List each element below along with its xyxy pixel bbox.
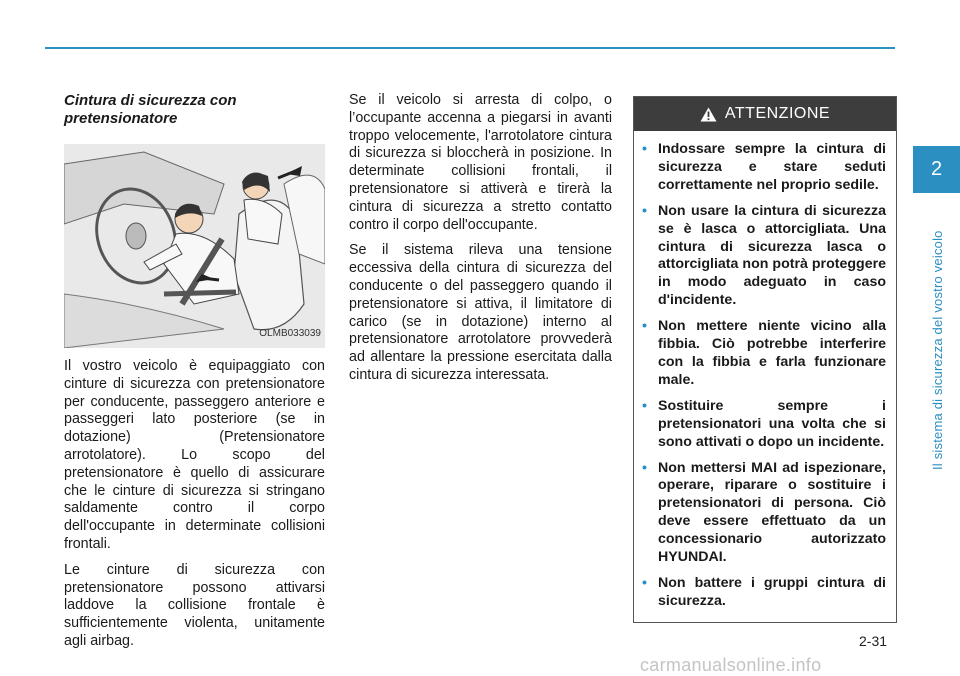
warning-item: • Sostituire sempre i pretensionatori una volta che si sono attivati o dopo un incidente.	[642, 397, 886, 450]
paragraph: Il vostro veicolo è equipaggiato con cinture di sicurezza con pretensionatore per conducente, passeggero anteriore e passeggeri lato posteriore (se in dotazione) (Pretensionatore arrotolatore). Lo scopo del pretensionatore è quello di assicurare che le cinture di sicurezza si stringano saldamente contro il corpo dell'occupante in determinate collisioni frontali.	[64, 358, 325, 552]
warning-list	[634, 131, 896, 611]
paragraph: Se il sistema rileva una tensione eccessiva della cintura di sicurezza del conducente o del passeggero quando il pretensionatore si attiva, il limitatore di carico (se in dotazione) interno al pretensionatore arrotolatore provvederà ad allentare la pressione esercitata dalla cintura di sicurezza interessata.	[349, 242, 612, 383]
warning-header	[634, 97, 896, 131]
bullet: •	[642, 574, 647, 591]
header-rule	[45, 47, 895, 49]
page-number: 2-31	[859, 633, 888, 649]
middle-column	[349, 92, 612, 393]
warning-item: • Non mettersi MAI ad ispezionare, operare, riparare o sostituire i pretensionatori di persona. Ciò deve essere effettuato da un concessionario autorizzato HYUNDAI.	[642, 459, 886, 566]
warning-title: ATTENZIONE	[724, 105, 831, 122]
seatbelt-pretensioner-figure	[64, 144, 325, 348]
figure-code: OLMB033039	[259, 328, 321, 340]
warning-box	[633, 96, 897, 623]
warning-item: • Indossare sempre la cintura di sicurezza e stare seduti correttamente nel proprio sedile.	[642, 141, 886, 193]
chapter-title-vertical: Il sistema di sicurezza del vostro veicolo	[930, 230, 945, 470]
watermark: carmanualsonline.info	[640, 655, 822, 675]
section-title: Cintura di sicurezza con pretensionatore	[64, 92, 237, 127]
chapter-number-tab: 2	[913, 146, 960, 193]
warning-item: • Non mettere niente vicino alla fibbia. Ciò potrebbe interferire con la fibbia e farla funzionare male.	[642, 318, 886, 388]
bullet: •	[642, 318, 647, 335]
bullet: •	[642, 202, 647, 219]
paragraph: Se il veicolo si arresta di colpo, o l’occupante accenna a piegarsi in avanti troppo velocemente, l'arrotolatore cintura di sicurezza si bloccherà in posizione. In determinate collisioni frontali, il pretensionatore si attiverà e tirerà la cintura di sicurezza a stretto contatto contro il corpo dell'occupante.	[349, 92, 612, 233]
warning-triangle-icon	[700, 107, 717, 122]
seatbelt-pretensioner-illustration	[64, 144, 325, 348]
bullet: •	[642, 459, 647, 476]
paragraph: Le cinture di sicurezza con pretensionatore possono attivarsi laddove la collisione frontale è sufficientemente violenta, unitamente agli airbag.	[64, 561, 325, 649]
bullet: •	[642, 397, 647, 414]
warning-item: • Non usare la cintura di sicurezza se è lasca o attorcigliata. Una cintura di sicurezza lasca o attorcigliata non potrà proteggere in modo adeguato in caso d'incidente.	[642, 202, 886, 309]
warning-item: • Non battere i gruppi cintura di sicurezza.	[642, 574, 886, 609]
left-column	[64, 92, 325, 659]
bullet: •	[642, 141, 647, 157]
